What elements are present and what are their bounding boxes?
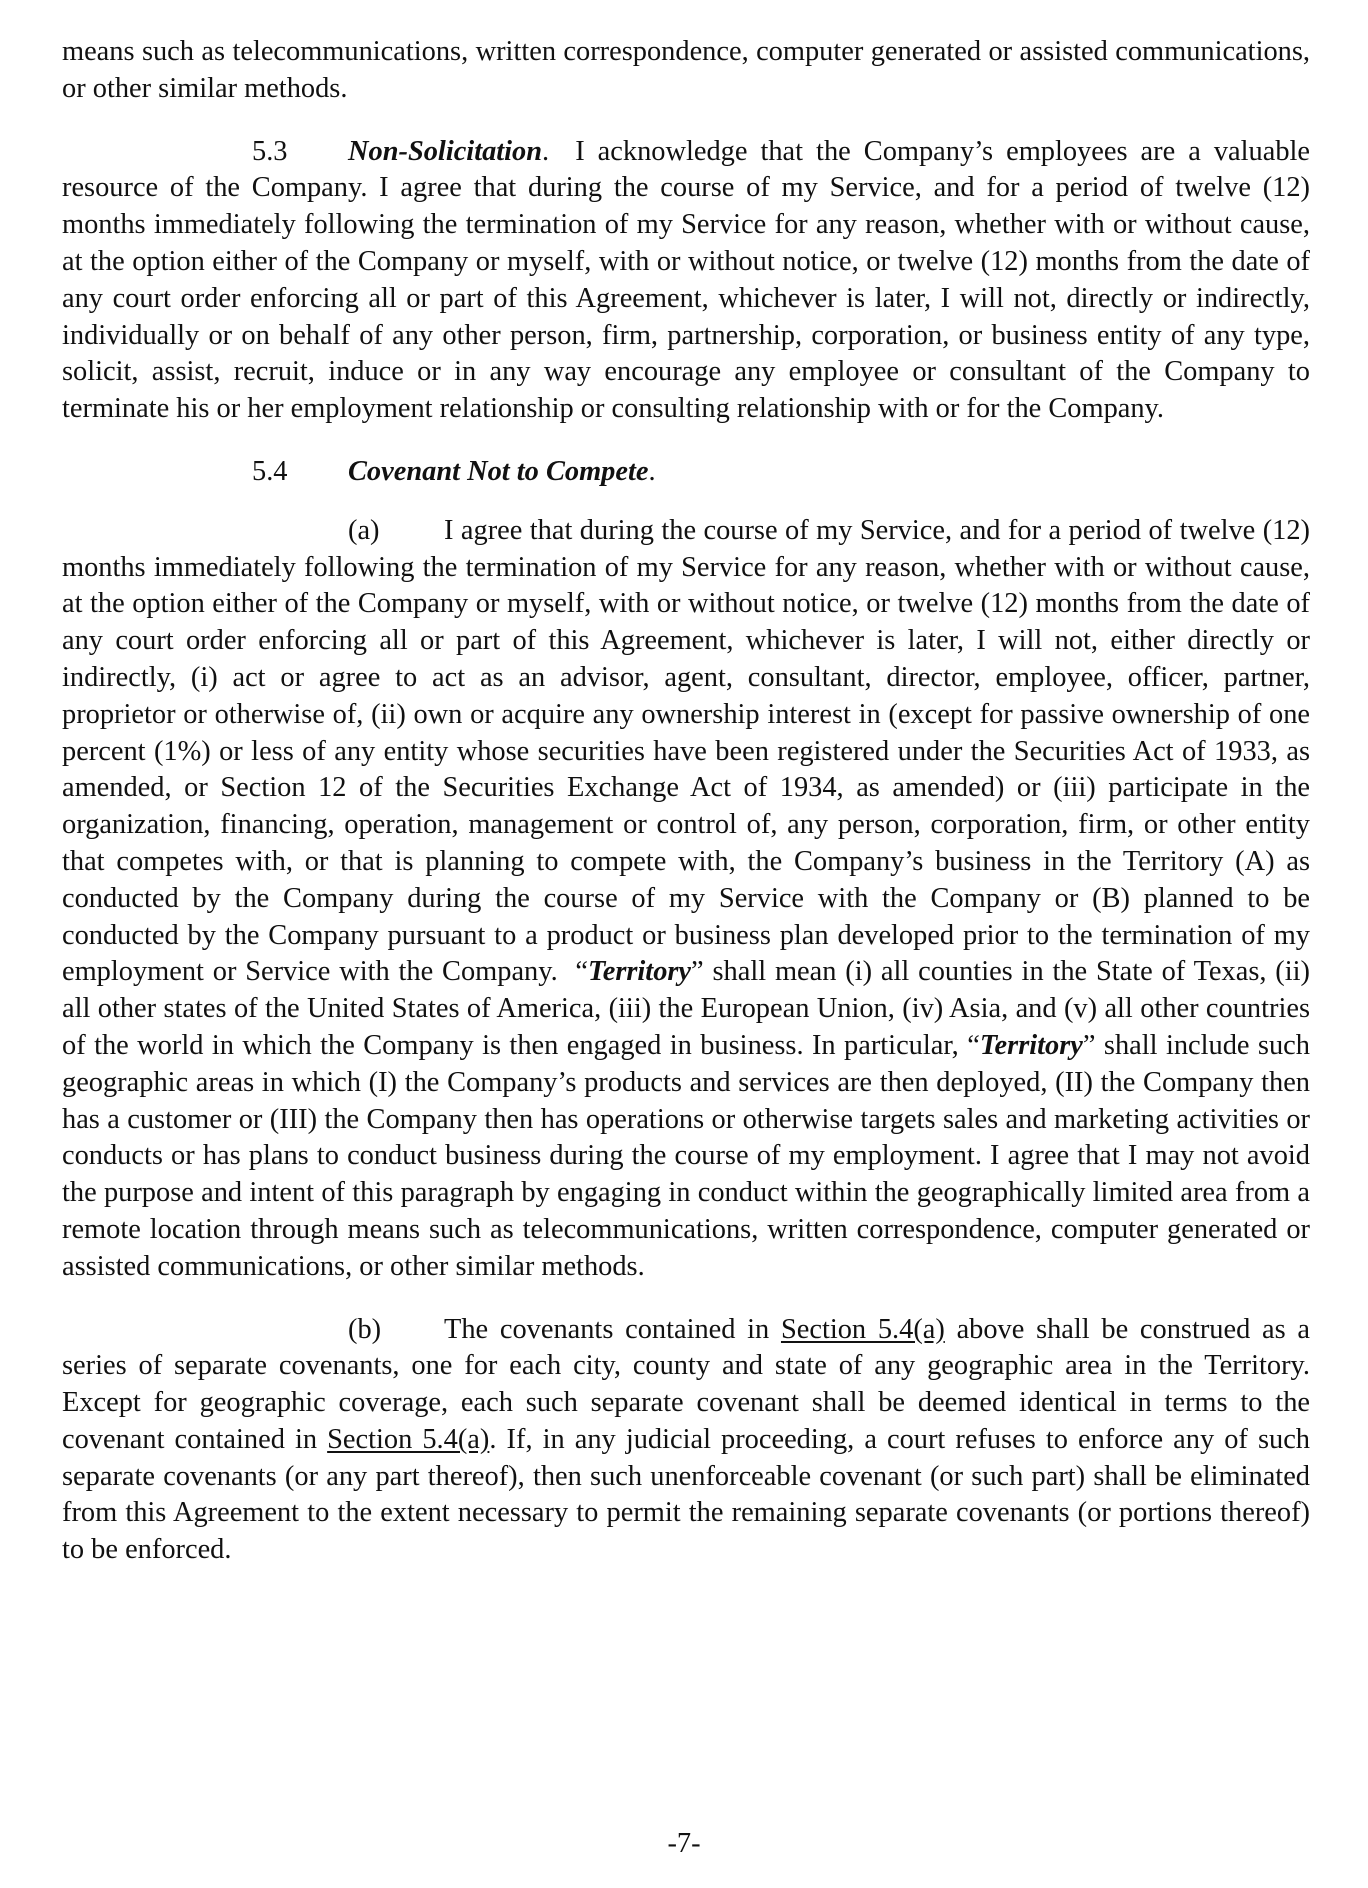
section-5-4-a-paragraph — [62, 513, 1310, 1286]
section-5-4-a-text-part1: I agree that during the course of my Service, and for a period of twelve (12) months immediately following the termination of my Service for any reason, whether with or without cause, at the option either of the Company or myself, with or without notice, or twelve (12) months from the date of any court order enforcing all or part of this Agreement, whichever is later, I will not, either directly or indirectly, (i) act or agree to act as an advisor, agent, consultant, director, employee, officer, partner, proprietor or otherwise of, (ii) own or acquire any ownership interest in (except for passive ownership of one percent (1%) or less of any entity whose securities have been registered under the Securities Act of 1933, as amended, or Section 12 of the Securities Exchange Act of 1934, as amended) or (iii) participate in the organization, financing, operation, management or control of, any person, corporation, firm, or other entity that competes with, or that is planning to compete with, the Company’s business in the Territory (A) as conducted by the Company during the course of my Service with the Company or (B) planned to be conducted by the Company pursuant to a product or business plan developed prior to the termination of my employment or Service with the Company. — [62, 514, 1310, 988]
section-5-4-b-text-part2: above shall be construed as a series of separate covenants, one for each city, county and state of any geographic area in the Territory. Except for geographic coverage, each such separate covenant shall be deemed identical in terms to the covenant contained in — [62, 1313, 1310, 1455]
section-5-3-body: I acknowledge that the Company’s employees are a valuable resource of the Company. I agree that during the course of my Service, and for a period of twelve (12) months immediately following the termination of my Service for any reason, whether with or without cause, at the option either of the Company or myself, with or without notice, or twelve (12) months from the date of any court order enforcing all or part of this Agreement, whichever is later, I will not, directly or indirectly, individually or on behalf of any other person, firm, partnership, corporation, or business entity of any type, solicit, assist, recruit, induce or in any way encourage any employee or consultant of the Company to terminate his or her employment relationship or consulting relationship with or for the Company. — [62, 135, 1310, 425]
page-number: -7- — [667, 1828, 701, 1859]
territory-defined-term: Territory — [587, 956, 692, 988]
section-reference-link: Section 5.4(a) — [780, 1313, 945, 1345]
section-5-3-number: 5.3 — [252, 135, 288, 167]
section-5-4-b-text-part3: . If, in any judicial proceeding, a court refuses to enforce any of such separate covenants (or any part thereof), then such unenforceable covenant (or such part) shall be eliminated from this Agreement to the extent necessary to permit the remaining separate covenants (or portions thereof) to be enforced. — [62, 1423, 1310, 1566]
document-page — [62, 34, 1310, 1569]
territory-quote-close-2: ” — [1082, 1029, 1096, 1061]
continuation-text: means such as telecommunications, written correspondence, computer generated or assisted communications, or other similar methods. — [62, 36, 1310, 104]
territory-quote-open-2: “ — [967, 1029, 980, 1061]
section-5-3-paragraph — [62, 134, 1310, 428]
territory-quote-open: “ — [575, 956, 588, 988]
section-5-4-number: 5.4 — [252, 455, 288, 487]
section-5-4-b-text-part1: The covenants contained in — [444, 1313, 770, 1345]
section-5-4-a-text-part2: shall mean (i) all counties in the State of Texas, (ii) all other states of the United States of America, (iii) the European Union, (iv) Asia, and (v) all other countries of the world in which the Company is then engaged in business. In particular, — [62, 956, 1310, 1061]
section-5-4-heading-punct: . — [648, 455, 656, 487]
continuation-paragraph — [62, 34, 1310, 108]
territory-quote-close: ” — [691, 956, 704, 988]
section-5-4-a-text-part3: shall include such geographic areas in which (I) the Company’s products and services are then deployed, (II) the Company then has a customer or (III) the Company then has operations or otherwise targets sales and marketing activities or conducts or has plans to conduct business during the course of my employment. I agree that I may not avoid the purpose and intent of this paragraph by engaging in conduct within the geographically limited area from a remote location through means such as telecommunications, written correspondence, computer generated or assisted communications, or other similar methods. — [62, 1029, 1310, 1282]
section-5-4-b-label: (b) — [348, 1313, 382, 1345]
territory-term-2: Territory — [979, 1029, 1083, 1061]
section-5-4-heading: Covenant Not to Compete — [348, 455, 649, 487]
section-5-4-a-label: (a) — [348, 514, 380, 546]
section-5-4-heading-line — [62, 454, 1310, 491]
section-reference-link-2: Section 5.4(a) — [327, 1423, 490, 1455]
section-5-4-b-paragraph — [62, 1312, 1310, 1570]
section-5-3-heading-punct: . — [542, 135, 550, 167]
section-5-3-heading: Non-Solicitation — [348, 135, 543, 167]
